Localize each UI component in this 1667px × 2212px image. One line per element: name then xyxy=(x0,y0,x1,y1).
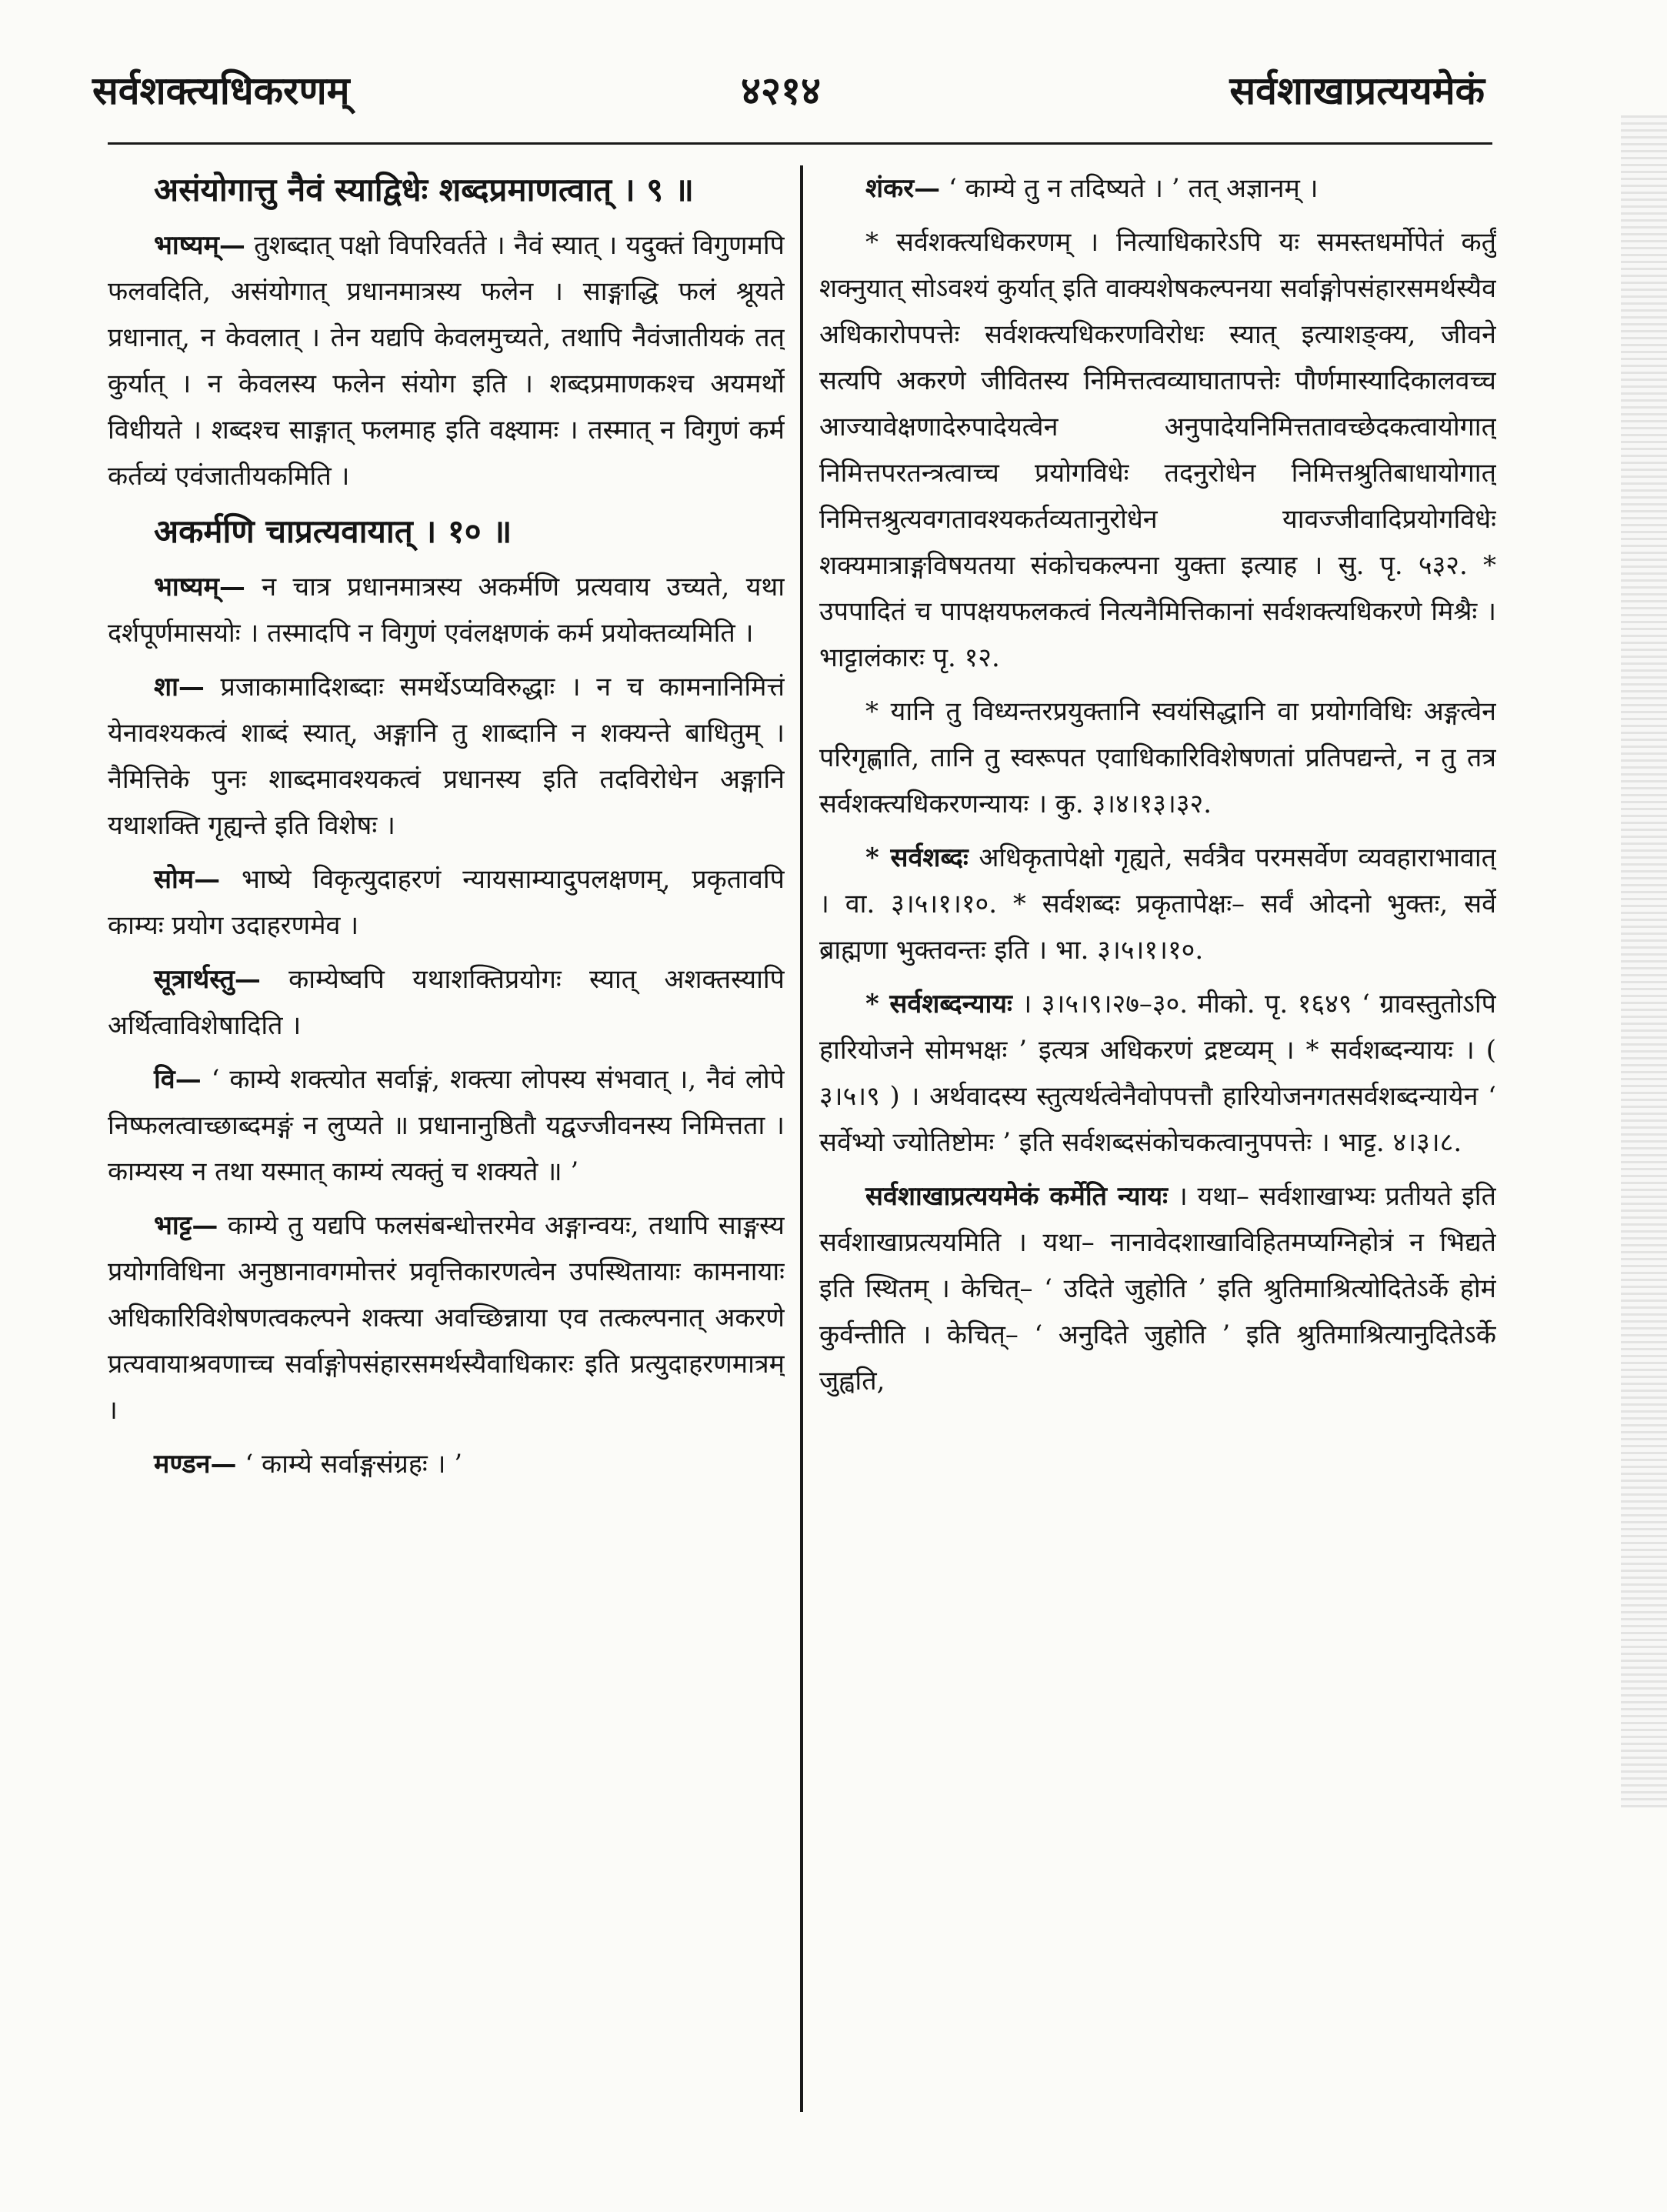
paragraph-text: * सर्वशक्त्यधिकरणम् । नित्याधिकारेऽपि यः समस्तधर्मोपेतं कर्तुं शक्नुयात् सोऽवश्यं कुर्यात् इति वाक्यशेषकल्पनया सर्वाङ्गोपसंहारसमर्थस्यैव अधिकारोपपत्तेः सर्वशक्त्यधिकरणविरोधः स्यात् इत्याशङ्क्य, जीवने सत्यपि अकरणे जीवितस्य निमित्तत्वव्याघातापत्तेः पौर्णमास्यादिकालवच्च आज्यावेक्षणादेरुपादेयत्वेन अनुपादेयनिमित्ततावच्छेदकत्वायोगात् निमित्तपरतन्त्रत्वाच्च प्रयोगविधेः तदनुरोधेन निमित्तश्रुतिबाधायोगात् निमित्तश्रुत्यवगतावश्यकर्तव्यतानुरोधेन यावज्जीवादिप्रयोगविधेः शक्यमात्राङ्गविषयतया संकोचकल्पना युक्ता इत्याह । सु. पृ. ५३२. * उपपादितं च पापक्षयफलकत्वं नित्यनैमित्तिकानां सर्वशक्त्यधिकरणे मिश्रैः । भाट्टालंकारः पृ. १२. xyxy=(819,227,1496,673)
commentator-label: * सर्वशब्दः xyxy=(865,842,969,873)
paragraph-text: काम्ये तु यद्यपि फलसंबन्धोत्तरमेव अङ्गान्वयः, तथापि साङ्गस्य प्रयोगविधिना अनुष्ठानावगमोत्तरं प्रवृत्तिकारणत्वेन उपस्थितायाः कामनायाः अधिकारिविशेषणत्वकल्पने शक्त्या अवच्छिन्नाया एव तत्कल्पनात् अकरणे प्रत्यवायाश्रवणाच्च सर्वाङ्गोपसंहारसमर्थस्यैवाधिकारः इति प्रत्युदाहरणमात्रम् । xyxy=(108,1210,785,1426)
commentary-paragraph xyxy=(108,222,785,499)
commentator-label: भाट्ट— xyxy=(154,1210,218,1241)
commentator-label: वि— xyxy=(154,1064,202,1095)
running-head-right: सर्वशाखाप्रत्ययमेकं xyxy=(1229,68,1485,113)
right-column xyxy=(819,165,1496,2135)
paragraph-text: तुशब्दात् पक्षो विपरिवर्तते । नैवं स्यात् । यदुक्तं विगुणमपि फलवदिति, असंयोगात् प्रधानमात्रस्य फलेन । साङ्गाद्धि फलं श्रूयते प्रधानात्, न केवलात् । तेन यद्यपि केवलमुच्यते, तथापि नैवंजातीयकं तत् कुर्यात् । न केवलस्य फलेन संयोग इति । शब्दप्रमाणकश्च अयमर्थो विधीयते । शब्दश्च साङ्गात् फलमाह इति वक्ष्यामः । तस्मात् न विगुणं कर्म कर्तव्यं एवंजातीयकमिति । xyxy=(108,230,785,492)
commentary-paragraph xyxy=(108,1056,785,1195)
commentary-paragraph xyxy=(108,664,785,849)
commentator-label: * सर्वशब्दन्यायः xyxy=(865,989,1012,1019)
paragraph-text: भाष्ये विकृत्युदाहरणं न्यायसाम्यादुपलक्षणम्, प्रकृतावपि काम्यः प्रयोग उदाहरणमेव । xyxy=(108,864,785,941)
commentator-label: शंकर— xyxy=(865,173,941,204)
paragraph-text: * यानि तु विध्यन्तरप्रयुक्तानि स्वयंसिद्धानि वा प्रयोगविधिः अङ्गत्वेन परिगृह्णाति, तानि तु स्वरूपत एवाधिकारिविशेषणतां प्रतिपद्यन्ते, न तु तत्र सर्वशक्त्यधिकरणन्यायः । कु. ३।४।१३।३२. xyxy=(819,696,1496,819)
commentator-label: सूत्रार्थस्तु— xyxy=(154,964,261,995)
commentary-paragraph xyxy=(819,1173,1496,1404)
commentary-paragraph xyxy=(819,981,1496,1166)
sutra-heading: असंयोगात्तु नैवं स्याद्विधेः शब्दप्रमाणत्वात् । ९ ॥ xyxy=(154,171,694,209)
page-header xyxy=(77,63,1485,125)
scan-edge-noise xyxy=(1621,115,1667,1808)
commentary-paragraph xyxy=(108,564,785,656)
sutra-heading: अकर्मणि चाप्रत्यवायात् । १० ॥ xyxy=(154,512,512,550)
left-column xyxy=(108,165,785,2135)
header-rule xyxy=(108,142,1492,145)
paragraph-text: । ३।५।९।२७–३०. मीको. पृ. १६४९ ‘ ग्रावस्तुतोऽपि हारियोजने सोमभक्षः ’ इत्यत्र अधिकरणं द्रष्टव्यम् । * सर्वशब्दन्यायः । ( ३।५।९ ) । अर्थवादस्य स्तुत्यर्थत्वेनैवोपपत्तौ हारियोजनगतसर्वशब्दन्यायेन ‘ सर्वेभ्यो ज्योतिष्टोमः ’ इति सर्वशब्दसंकोचकत्वानुपपत्तेः । भाट्ट. ४।३।८. xyxy=(819,989,1496,1158)
commentator-label: भाष्यम्— xyxy=(154,230,245,261)
paragraph-text: प्रजाकामादिशब्दाः समर्थेऽप्यविरुद्धाः । न च कामनानिमित्तं येनावश्यकत्वं शाब्दं स्यात्, अङ्गानि तु शाब्दानि न शक्यन्ते बाधितुम् । नैमित्तिके पुनः शाब्दमावश्यकत्वं प्रधानस्य इति तदविरोधेन अङ्गानि यथाशक्ति गृह्यन्ते इति विशेषः । xyxy=(108,672,785,841)
commentary-paragraph xyxy=(819,689,1496,827)
paragraph-text: ‘ काम्ये शक्त्योत सर्वाङ्गं, शक्त्या लोपस्य संभवात् ।, नैवं लोपे निष्फलत्वाच्छाब्दमङ्गं न लुप्यते ॥ प्रधानानुष्ठितौ यद्वज्जीवनस्य निमित्तता । काम्यस्य न तथा यस्मात् काम्यं त्यक्तुं च शक्यते ॥ ’ xyxy=(108,1064,785,1187)
commentator-label: सोम— xyxy=(154,864,221,895)
commentary-paragraph xyxy=(108,956,785,1049)
commentary-paragraph xyxy=(819,165,1496,212)
column-divider xyxy=(800,165,803,2112)
running-head-left: सर्वशक्त्यधिकरणम् xyxy=(92,68,350,113)
commentator-label: सर्वशाखाप्रत्ययमेकं कर्मेति न्यायः xyxy=(865,1181,1169,1212)
commentator-label: शा— xyxy=(154,672,205,702)
commentary-paragraph xyxy=(819,835,1496,973)
paragraph-text: । यथा– सर्वशाखाभ्यः प्रतीयते इति सर्वशाखाप्रत्ययमिति । यथा– नानावेदशाखाविहितमप्यग्निहोत्रं न भिद्यते इति स्थितम् । केचित्– ‘ उदिते जुहोति ’ इति श्रुतिमाश्रित्योदितेऽर्के होमं कुर्वन्तीति । केचित्– ‘ अनुदिते जुहोति ’ इति श्रुतिमाश्रित्यानुदितेऽर्के जुह्वति, xyxy=(819,1181,1496,1396)
commentary-paragraph xyxy=(108,856,785,949)
paragraph-text: अधिकृतापेक्षो गृह्यते, सर्वत्रैव परमसर्वेण व्यवहाराभावात् । वा. ३।५।१।१०. * सर्वशब्दः प्रकृतापेक्षः– सर्वं ओदनो भुक्तः, सर्वे ब्राह्मणा भुक्तवन्तः इति । भा. ३।५।१।१०. xyxy=(819,842,1496,966)
paragraph-text: काम्येष्वपि यथाशक्तिप्रयोगः स्यात् अशक्तस्यापि अर्थित्वाविशेषादिति । xyxy=(108,964,785,1041)
paragraph-text: ‘ काम्ये तु न तदिष्यते । ’ तत् अज्ञानम् । xyxy=(940,173,1319,204)
commentator-label: मण्डन— xyxy=(154,1449,237,1480)
commentary-paragraph xyxy=(108,1203,785,1433)
page-number: ४२१४ xyxy=(741,68,821,113)
commentary-paragraph xyxy=(108,1441,785,1487)
paragraph-text: ‘ काम्ये सर्वाङ्गसंग्रहः । ’ xyxy=(236,1449,463,1480)
commentator-label: भाष्यम्— xyxy=(154,572,245,602)
commentary-paragraph xyxy=(819,219,1496,681)
paragraph-text: न चात्र प्रधानमात्रस्य अकर्मणि प्रत्यवाय उच्यते, यथा दर्शपूर्णमासयोः । तस्मादपि न विगुणं एवंलक्षणकं कर्म प्रयोक्तव्यमिति । xyxy=(108,572,785,649)
